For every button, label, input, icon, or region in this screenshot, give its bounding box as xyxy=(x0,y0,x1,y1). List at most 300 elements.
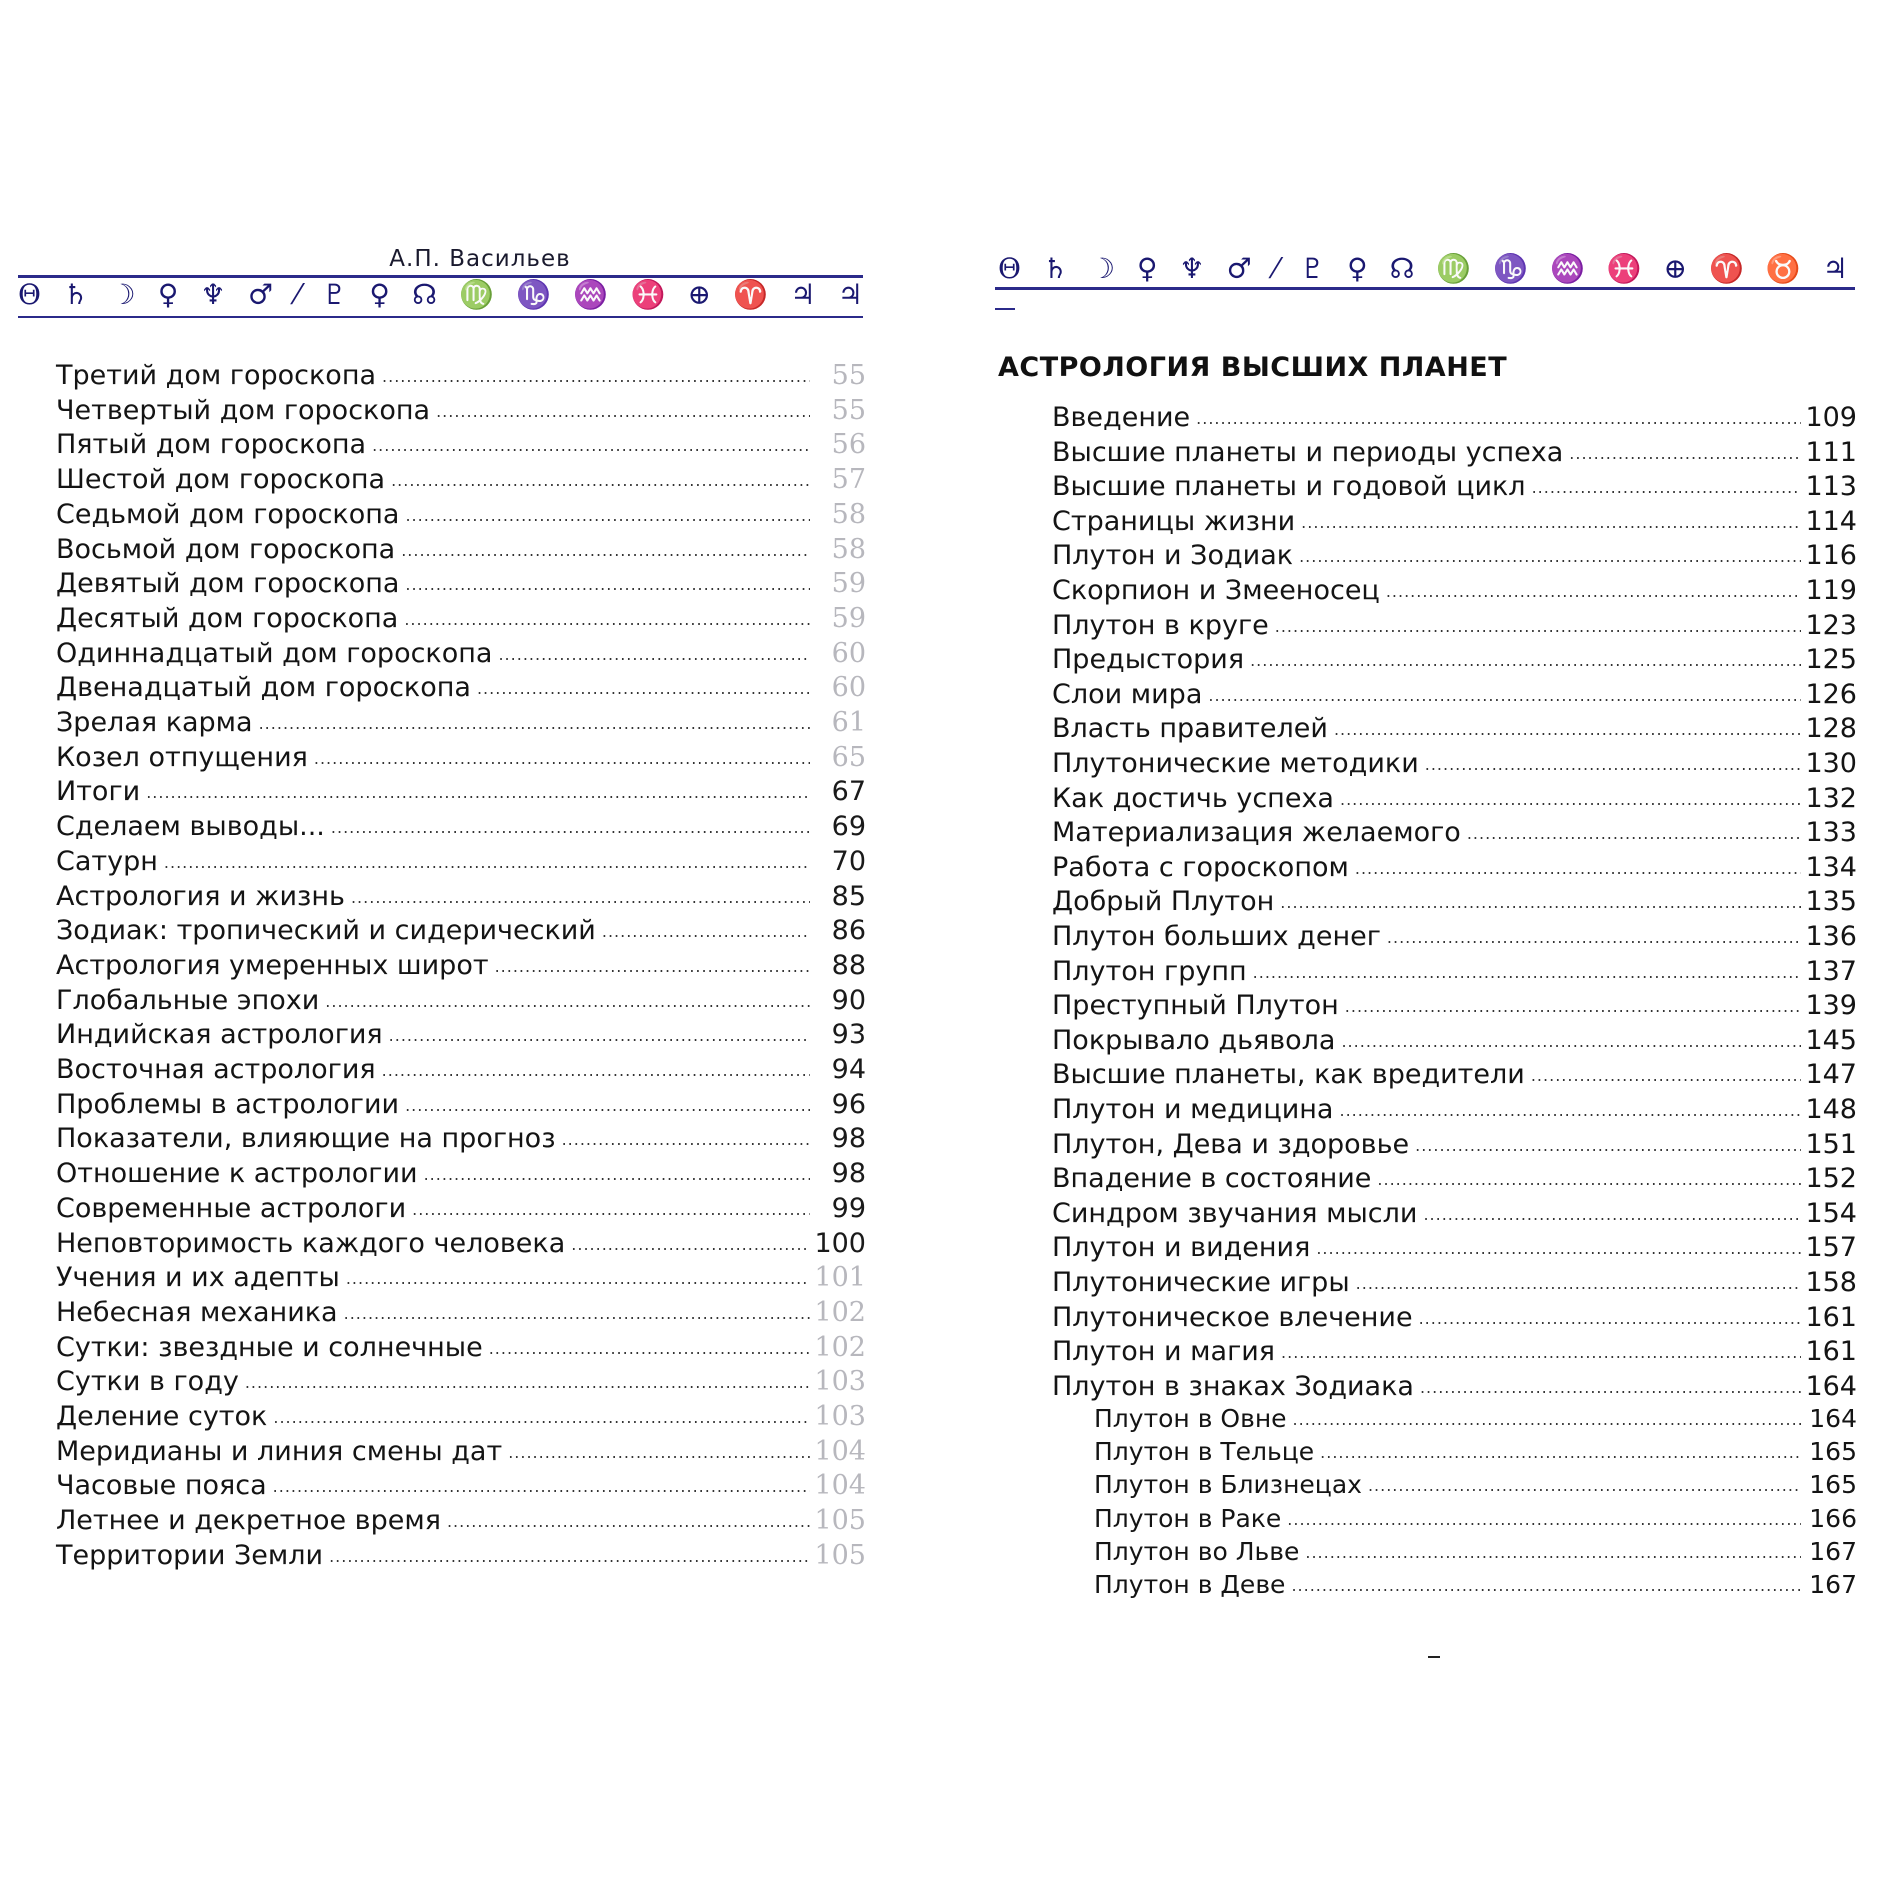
toc-entry-title: Астрология и жизнь xyxy=(56,880,345,912)
toc-entry-title: Меридианы и линия смены дат xyxy=(56,1435,503,1467)
dot-leader xyxy=(1341,1032,1801,1051)
toc-entry xyxy=(56,846,866,878)
toc-entry-title: Скорпион и Змееносец xyxy=(1052,575,1380,606)
toc-entry xyxy=(1052,471,1857,503)
toc-entry-title: Плутоническое влечение xyxy=(1052,1301,1413,1333)
toc-page-number: 157 xyxy=(1805,1232,1857,1264)
toc-entry xyxy=(1052,990,1857,1022)
toc-page-number: 137 xyxy=(1805,955,1857,987)
toc-entry xyxy=(56,1054,866,1086)
dot-leader xyxy=(405,1096,810,1115)
zodiac-glyph-icon: ♆ xyxy=(1179,252,1205,285)
toc-entry xyxy=(1052,644,1857,676)
toc-entry xyxy=(1052,1232,1857,1264)
toc-entry-title: Плутон и видения xyxy=(1052,1232,1311,1264)
dot-leader xyxy=(146,783,810,802)
dot-leader xyxy=(447,1512,810,1531)
dot-leader xyxy=(602,922,810,941)
toc-page-number: 161 xyxy=(1805,1336,1857,1368)
toc-entry xyxy=(56,1262,866,1294)
dot-leader xyxy=(489,1339,810,1358)
toc-page-number: 147 xyxy=(1805,1059,1857,1091)
toc-entry-title: Итоги xyxy=(56,776,141,808)
dot-leader xyxy=(508,1443,810,1462)
dot-leader xyxy=(1356,1274,1801,1293)
toc-entry xyxy=(56,464,866,496)
toc-entry-title: Индийская астрология xyxy=(56,1019,383,1051)
toc-page-number: 130 xyxy=(1805,748,1857,779)
toc-entry xyxy=(56,1436,866,1468)
zodiac-glyph-icon: ♂ xyxy=(247,278,273,311)
toc-entry-title: Козел отпущения xyxy=(56,741,308,773)
zodiac-glyph-icon: ♈ xyxy=(733,278,769,311)
zodiac-glyph-icon: ♃ xyxy=(790,278,816,311)
toc-page-number: 133 xyxy=(1805,817,1857,849)
toc-page-number: 119 xyxy=(1805,575,1857,606)
toc-page-number: 151 xyxy=(1805,1128,1857,1160)
toc-entry xyxy=(56,811,866,843)
dot-leader xyxy=(1415,1136,1801,1155)
dot-leader xyxy=(424,1165,810,1184)
dot-leader xyxy=(498,645,810,664)
toc-page-number: 135 xyxy=(1805,886,1857,918)
toc-entry-title: Третий дом гороскопа xyxy=(56,360,377,391)
dot-leader xyxy=(1280,893,1801,912)
toc-entry-title: Плутон во Льве xyxy=(1094,1536,1300,1566)
dot-leader xyxy=(1301,513,1801,532)
toc-entry-title: Современные астрологи xyxy=(56,1192,407,1224)
dot-leader xyxy=(1316,1239,1801,1258)
header-rule-right-tick xyxy=(995,308,1015,310)
toc-page-number: 65 xyxy=(831,741,866,773)
toc-entry-title: Глобальные эпохи xyxy=(56,984,320,1016)
dot-leader xyxy=(405,575,810,594)
toc-page-number: 139 xyxy=(1805,990,1857,1022)
toc-page-number: 114 xyxy=(1805,505,1857,537)
toc-page-number: 61 xyxy=(831,707,866,738)
dot-leader xyxy=(412,1200,810,1219)
zodiac-glyph-icon: ♆ xyxy=(200,278,226,311)
zodiac-glyph-icon: ♀ xyxy=(1137,252,1158,285)
dot-leader xyxy=(1320,1443,1801,1462)
header-rule-right xyxy=(995,287,1855,290)
toc-page-number: 99 xyxy=(831,1192,866,1224)
toc-entry-title: Восьмой дом гороскопа xyxy=(56,533,396,565)
dot-leader xyxy=(404,610,810,629)
dot-leader xyxy=(1368,1476,1801,1495)
toc-entry-title: Материализация желаемого xyxy=(1052,817,1461,849)
toc-page-number: 134 xyxy=(1805,851,1857,883)
toc-page-number: 103 xyxy=(814,1366,866,1398)
toc-page-number: 98 xyxy=(831,1158,866,1190)
toc-page-number: 116 xyxy=(1805,540,1857,572)
toc-entry xyxy=(56,360,866,392)
toc-entry xyxy=(56,1019,866,1051)
dot-leader xyxy=(1419,1309,1801,1328)
zodiac-glyph-icon: ♀ xyxy=(369,278,390,311)
zodiac-glyph-icon: ♀ xyxy=(157,278,179,311)
toc-page-number: 105 xyxy=(814,1539,866,1571)
toc-entry xyxy=(1052,1025,1857,1057)
toc-page-number: 113 xyxy=(1805,471,1857,503)
dot-leader xyxy=(329,1547,810,1566)
toc-entry xyxy=(1052,437,1857,469)
running-head-author: А.П. Васильев xyxy=(389,246,571,272)
toc-entry-title: Слои мира xyxy=(1052,678,1203,710)
dot-leader xyxy=(382,367,810,386)
dot-leader xyxy=(245,1373,810,1392)
toc-entry-title: Часовые пояса xyxy=(56,1470,267,1502)
dot-leader xyxy=(1569,444,1801,463)
toc-entry-title: Как достичь успеха xyxy=(1052,782,1334,814)
dot-leader xyxy=(1420,1378,1801,1397)
toc-entry xyxy=(56,915,866,947)
toc-entry-title: Страницы жизни xyxy=(1052,505,1296,537)
toc-page-number: 93 xyxy=(831,1019,866,1051)
toc-entry-title: Плутон больших денег xyxy=(1052,921,1381,952)
dot-leader xyxy=(405,506,810,525)
zodiac-glyph-icon: ♃ xyxy=(837,278,863,311)
zodiac-glyph-icon: Θ xyxy=(998,252,1021,285)
toc-page-number: 94 xyxy=(831,1054,866,1085)
toc-page-number: 125 xyxy=(1805,644,1857,676)
toc-page-number: 69 xyxy=(831,811,866,843)
zodiac-glyph-icon: ☽ xyxy=(110,278,136,311)
header-rule-bottom xyxy=(18,316,863,318)
dot-leader xyxy=(1275,617,1801,636)
toc-entry-title: Показатели, влияющие на прогноз xyxy=(56,1123,556,1155)
toc-page-number: 154 xyxy=(1805,1197,1857,1229)
dot-leader xyxy=(571,1235,810,1254)
dot-leader xyxy=(1377,1170,1801,1189)
zodiac-glyph-icon: ♒ xyxy=(573,278,609,311)
toc-entry-title: Десятый дом гороскопа xyxy=(56,602,399,634)
toc-page-number: 111 xyxy=(1805,436,1857,468)
toc-entry xyxy=(56,603,866,635)
toc-entry-title: Восточная астрология xyxy=(56,1054,376,1085)
toc-entry-title: Пятый дом гороскопа xyxy=(56,429,367,461)
toc-entry xyxy=(1052,783,1857,815)
toc-entry xyxy=(1052,748,1857,780)
toc-page-number: 90 xyxy=(831,984,866,1016)
toc-page-number: 100 xyxy=(814,1227,866,1259)
toc-page-number: 56 xyxy=(831,429,866,461)
toc-entry xyxy=(56,568,866,600)
dot-leader xyxy=(1208,686,1801,705)
dot-leader xyxy=(1340,790,1801,809)
toc-entry-title: Девятый дом гороскопа xyxy=(56,568,400,600)
toc-page-number: 123 xyxy=(1805,609,1857,641)
toc-entry xyxy=(1052,1163,1857,1195)
zodiac-glyph-icon: ♀ xyxy=(1347,252,1368,285)
toc-entry-title: Плутон в Овне xyxy=(1094,1404,1287,1433)
toc-entry-title: Предыстория xyxy=(1052,644,1245,676)
dot-leader xyxy=(1196,409,1801,428)
zodiac-glyph-icon: ♃ xyxy=(1822,252,1848,285)
toc-entry xyxy=(1052,540,1857,572)
toc-entry xyxy=(1052,1302,1857,1334)
toc-subentry xyxy=(1052,1570,1857,1602)
toc-page-number: 67 xyxy=(831,776,866,808)
dot-leader xyxy=(401,541,810,560)
dot-leader xyxy=(273,1408,810,1427)
toc-entry-title: Впадение в состояние xyxy=(1052,1163,1372,1195)
zodiac-glyph-icon: ⊕ xyxy=(1663,252,1688,285)
toc-entry-title: Деление суток xyxy=(56,1401,268,1432)
toc-subentry xyxy=(1052,1470,1857,1502)
toc-page-number: 88 xyxy=(831,949,866,981)
zodiac-glyph-icon: ♍ xyxy=(1436,252,1472,285)
toc-entry xyxy=(56,534,866,566)
zodiac-glyph-icon: ♍ xyxy=(459,278,495,311)
toc-entry-title: Учения и их адепты xyxy=(56,1262,340,1294)
dot-leader xyxy=(331,818,810,837)
dot-leader xyxy=(389,1026,810,1045)
toc-page-number: 55 xyxy=(831,394,866,426)
toc-page-number: 126 xyxy=(1805,678,1857,710)
zodiac-glyph-icon: Θ xyxy=(18,278,41,311)
toc-entry-title: Зодиак: тропический и сидерический xyxy=(56,915,596,947)
toc-entry xyxy=(56,1401,866,1433)
toc-entry xyxy=(56,1470,866,1502)
toc-subentry xyxy=(1052,1437,1857,1469)
dot-leader xyxy=(344,1304,810,1323)
toc-subentry xyxy=(1052,1537,1857,1569)
zodiac-glyph-icon: ☽ xyxy=(1089,252,1116,285)
toc-entry-title: Плутон, Дева и здоровье xyxy=(1052,1128,1410,1160)
dot-leader xyxy=(495,957,810,976)
toc-page-number: 59 xyxy=(831,602,866,634)
toc-entry xyxy=(56,985,866,1017)
dot-leader xyxy=(562,1130,810,1149)
toc-entry xyxy=(56,1366,866,1398)
toc-page-number: 165 xyxy=(1809,1470,1857,1500)
zodiac-glyph-icon: ⊕ xyxy=(687,278,712,311)
zodiac-glyph-icon: ♓ xyxy=(630,278,666,311)
toc-entry xyxy=(56,1540,866,1572)
zodiac-glyph-icon: ♄ xyxy=(1042,252,1069,285)
toc-entry-title: Покрывало дьявола xyxy=(1052,1024,1336,1056)
toc-entry-title: Плутон в знаках Зодиака xyxy=(1052,1370,1414,1402)
toc-entry-title: Неповторимость каждого человека xyxy=(56,1227,566,1259)
toc-entry-title: Сутки в году xyxy=(56,1366,239,1398)
astrological-glyph-band-right xyxy=(998,254,1848,284)
dot-leader xyxy=(1531,1066,1801,1085)
toc-page-number: 57 xyxy=(831,464,866,496)
toc-page-number: 164 xyxy=(1805,1370,1857,1402)
toc-entry-title: Сутки: звездные и солнечные xyxy=(56,1331,483,1363)
toc-entry-title: Высшие планеты и годовой цикл xyxy=(1052,471,1526,503)
toc-page-number: 85 xyxy=(831,880,866,912)
dot-leader xyxy=(273,1477,810,1496)
toc-page-number: 96 xyxy=(831,1088,866,1120)
toc-page-number: 59 xyxy=(831,568,866,600)
toc-entry-title: Летнее и декретное время xyxy=(56,1505,441,1537)
toc-entry-title: Отношение к астрологии xyxy=(56,1158,418,1190)
toc-entry-title: Плутон и медицина xyxy=(1052,1094,1334,1125)
toc-page-number: 136 xyxy=(1805,921,1857,952)
toc-page-number: 101 xyxy=(814,1262,866,1294)
toc-entry-title: Высшие планеты и периоды успеха xyxy=(1052,436,1564,468)
dot-leader xyxy=(372,436,810,455)
toc-entry xyxy=(56,1089,866,1121)
dot-leader xyxy=(1253,963,1801,982)
toc-page-number: 132 xyxy=(1805,782,1857,814)
dot-leader xyxy=(1293,1410,1801,1429)
dot-leader xyxy=(1250,651,1801,670)
toc-entry xyxy=(1052,713,1857,745)
toc-entry xyxy=(56,499,866,531)
toc-entry-title: Плутон и Зодиак xyxy=(1052,540,1294,572)
dot-leader xyxy=(477,679,810,698)
toc-entry xyxy=(56,1158,866,1190)
dot-leader xyxy=(1423,1205,1801,1224)
dot-leader xyxy=(382,1061,810,1080)
dot-leader xyxy=(391,471,810,490)
toc-entry xyxy=(1052,1267,1857,1299)
toc-entry-title: Плутон групп xyxy=(1052,955,1247,987)
zodiac-glyph-icon: ☊ xyxy=(412,278,437,311)
dot-leader xyxy=(436,402,810,421)
toc-entry-title: Синдром звучания мысли xyxy=(1052,1197,1418,1229)
zodiac-glyph-icon: ♑ xyxy=(1493,252,1529,285)
toc-entry-title: Плутонические методики xyxy=(1052,748,1419,779)
toc-page-number: 105 xyxy=(814,1505,866,1537)
zodiac-glyph-icon: ⁄ xyxy=(295,278,300,311)
dot-leader xyxy=(325,992,810,1011)
toc-entry xyxy=(56,1228,866,1260)
toc-entry-title: Проблемы в астрологии xyxy=(56,1088,400,1120)
toc-page-number: 109 xyxy=(1805,402,1857,433)
toc-page-number: 60 xyxy=(831,672,866,704)
toc-page-number: 104 xyxy=(814,1470,866,1502)
dot-leader xyxy=(1339,1101,1801,1120)
toc-subentry xyxy=(1052,1404,1857,1436)
dot-leader xyxy=(164,853,810,872)
zodiac-glyph-icon: ♄ xyxy=(63,278,89,311)
zodiac-glyph-icon: ♓ xyxy=(1606,252,1642,285)
toc-entry-title: Двенадцатый дом гороскопа xyxy=(56,672,471,704)
toc-page-number: 167 xyxy=(1809,1570,1857,1599)
dot-leader xyxy=(1334,720,1801,739)
toc-page-number: 128 xyxy=(1805,713,1857,745)
toc-entry xyxy=(56,672,866,704)
toc-page-number: 158 xyxy=(1805,1267,1857,1298)
toc-page-number: 104 xyxy=(814,1435,866,1467)
section-title: АСТРОЛОГИЯ ВЫСШИХ ПЛАНЕТ xyxy=(998,352,1508,383)
toc-entry xyxy=(56,1193,866,1225)
toc-page-number: 148 xyxy=(1805,1094,1857,1125)
zodiac-glyph-icon: ♈ xyxy=(1709,252,1744,285)
toc-entry xyxy=(56,707,866,739)
toc-page-number: 86 xyxy=(831,915,866,947)
toc-entry xyxy=(56,638,866,670)
toc-entry xyxy=(1052,506,1857,538)
dot-leader xyxy=(1299,547,1801,566)
toc-entry xyxy=(1052,921,1857,953)
toc-page-number: 145 xyxy=(1805,1024,1857,1056)
toc-entry-title: Высшие планеты, как вредители xyxy=(1052,1059,1525,1091)
astrological-glyph-band-left xyxy=(18,280,863,310)
toc-page-number: 58 xyxy=(831,498,866,530)
toc-entry-title: Сатурн xyxy=(56,845,158,877)
toc-entry xyxy=(1052,1336,1857,1368)
dot-leader xyxy=(1287,1510,1801,1529)
toc-entry xyxy=(1052,610,1857,642)
toc-page-number: 70 xyxy=(831,845,866,877)
toc-entry xyxy=(56,881,866,913)
dot-leader xyxy=(1345,997,1801,1016)
dot-leader xyxy=(1532,478,1801,497)
toc-entry xyxy=(1052,1094,1857,1126)
toc-entry-title: Плутон в Близнецах xyxy=(1094,1470,1362,1500)
toc-entry-title: Добрый Плутон xyxy=(1052,886,1275,918)
toc-entry xyxy=(56,1332,866,1364)
dot-leader xyxy=(314,749,810,768)
page-mark xyxy=(1428,1656,1440,1658)
toc-page-number: 164 xyxy=(1809,1404,1857,1433)
zodiac-glyph-icon: ♉ xyxy=(1765,252,1801,285)
zodiac-glyph-icon: ♂ xyxy=(1226,252,1252,285)
toc-entry-title: Плутон и магия xyxy=(1052,1336,1276,1368)
toc-entry-title: Астрология умеренных широт xyxy=(56,949,489,981)
toc-page-number: 102 xyxy=(814,1296,866,1328)
dot-leader xyxy=(259,714,810,733)
toc-entry-title: Территории Земли xyxy=(56,1539,324,1571)
zodiac-glyph-icon: ♒ xyxy=(1550,252,1585,285)
dot-leader xyxy=(1467,824,1801,843)
toc-page-number: 58 xyxy=(831,533,866,565)
dot-leader xyxy=(351,888,810,907)
toc-entry xyxy=(1052,575,1857,607)
dot-leader xyxy=(1425,755,1801,774)
toc-entry xyxy=(1052,1059,1857,1091)
zodiac-glyph-icon: ♇ xyxy=(322,278,348,311)
toc-page-number: 167 xyxy=(1809,1536,1857,1566)
toc-entry xyxy=(1052,1129,1857,1161)
toc-entry xyxy=(1052,956,1857,988)
toc-page-number: 98 xyxy=(831,1123,866,1155)
zodiac-glyph-icon: ♑ xyxy=(516,278,552,311)
toc-page-number: 102 xyxy=(814,1331,866,1363)
dot-leader xyxy=(1291,1576,1801,1595)
toc-page-number: 161 xyxy=(1805,1301,1857,1333)
dot-leader xyxy=(1386,582,1801,601)
dot-leader xyxy=(1281,1343,1801,1362)
toc-entry-title: Одиннадцатый дом гороскопа xyxy=(56,637,493,669)
toc-page-number: 152 xyxy=(1805,1163,1857,1195)
toc-entry-title: Плутон в Деве xyxy=(1094,1570,1286,1599)
toc-page-number: 103 xyxy=(814,1401,866,1432)
dot-leader xyxy=(1387,928,1801,947)
zodiac-glyph-icon: ♇ xyxy=(1300,252,1326,285)
toc-entry-title: Плутон в круге xyxy=(1052,609,1269,641)
dot-leader xyxy=(346,1269,810,1288)
toc-entry xyxy=(56,395,866,427)
toc-entry-title: Введение xyxy=(1052,402,1191,433)
toc-entry xyxy=(56,1123,866,1155)
toc-entry-title: Шестой дом гороскопа xyxy=(56,464,386,496)
dot-leader xyxy=(1305,1543,1801,1562)
toc-entry-title: Плутон в Тельце xyxy=(1094,1437,1315,1467)
toc-entry xyxy=(1052,402,1857,434)
toc-entry xyxy=(56,429,866,461)
zodiac-glyph-icon: ⁄ xyxy=(1273,252,1279,285)
toc-entry-title: Седьмой дом гороскопа xyxy=(56,498,400,530)
toc-entry-title: Четвертый дом гороскопа xyxy=(56,394,431,426)
toc-entry xyxy=(56,1505,866,1537)
toc-subentry xyxy=(1052,1504,1857,1536)
